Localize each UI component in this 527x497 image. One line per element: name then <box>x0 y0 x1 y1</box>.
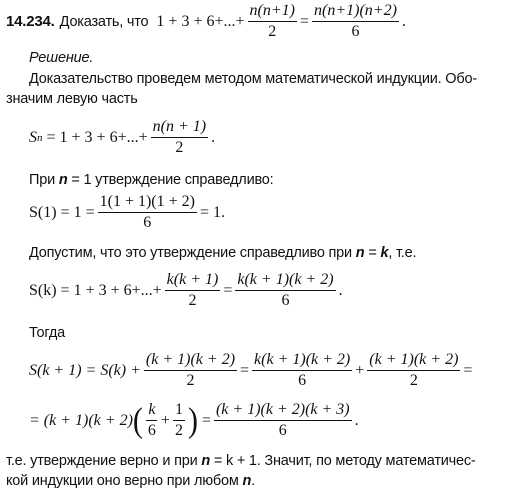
equation-s1: S(1) = 1 = $\frac{1(1 + 1)(1 + 2)}{6}$ = 1. <box>29 193 225 231</box>
problem-equals: = <box>299 12 309 30</box>
problem-statement <box>6 2 406 41</box>
equation-sk1: S(k + 1) = S(k) + $\frac{(k + 1)(k + 2)}{2}$ = $\frac{k(k + 1)(k + 2)}{6}$ + $\frac{(k + 1)(k + 2)}{2}$ = <box>29 351 473 389</box>
base-case-line: При n = 1 утверждение справедливо: <box>29 172 274 188</box>
solution-heading: Решение. <box>29 50 94 66</box>
paragraph-line-2: значим левую часть <box>6 91 138 107</box>
equation-sk: S(k) = 1 + 3 + 6+...+ $\frac{k(k + 1)}{2}$ = $\frac{k(k + 1)(k + 2)}{6}$ . <box>29 271 343 309</box>
assumption-line: Допустим, что это утверждение справедливо при n = k, т.е. <box>29 245 417 261</box>
problem-number: 14.234. <box>6 13 55 30</box>
problem-fraction-2: $\frac{n(n+1)(n+2)}{6}$ <box>314 2 397 40</box>
paragraph-line-1: Доказательство проведем методом математической индукции. Обо- <box>29 71 477 87</box>
problem-end: . <box>401 12 406 30</box>
equation-sn: S n = 1 + 3 + 6+...+ $\frac{n(n + 1)}{2}$ . <box>29 118 216 156</box>
equation-final: = (k + 1)(k + 2) ( $\frac{k}{6}$ + $\frac{1}{2}$ ) = $\frac{(k + 1)(k + 2)(k + 3)}{6}$ . <box>29 400 359 439</box>
then-label: Тогда <box>29 325 65 341</box>
problem-lead: Доказать, что <box>59 13 149 30</box>
conclusion-line-2: кой индукции оно верно при любом n. <box>6 473 256 489</box>
conclusion-line-1: т.е. утверждение верно и при n = k + 1. Значит, по методу математичес- <box>6 453 476 469</box>
problem-lhs: 1 + 3 + 6+...+ <box>156 12 245 30</box>
problem-fraction-1: $\frac{n(n+1)}{2}$ <box>249 2 295 40</box>
